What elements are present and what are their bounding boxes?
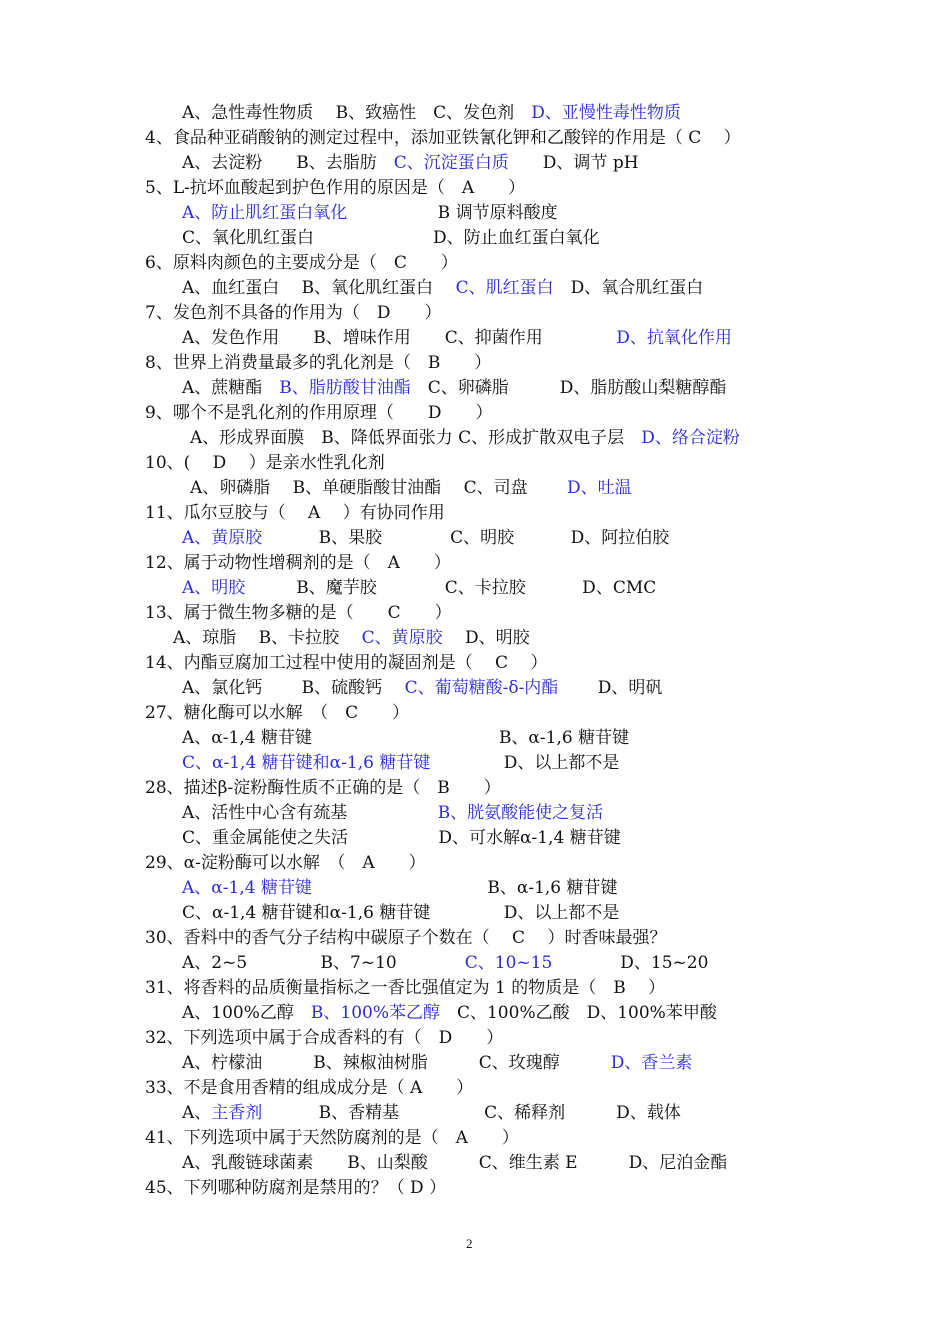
answer-option-highlighted: C、10~15 xyxy=(464,953,553,973)
text-segment: A、急性毒性物质 B、致癌性 C、发色剂 xyxy=(182,103,532,123)
answer-option-highlighted: 主香剂 xyxy=(211,1103,263,1123)
text-segment: 9、哪个不是乳化剂的作用原理（ D ） xyxy=(145,403,493,423)
text-line xyxy=(145,1028,503,1048)
text-line xyxy=(182,1003,717,1023)
text-segment: B、α-1,6 糖苷键 xyxy=(311,878,618,898)
text-line xyxy=(145,978,665,998)
text-segment: 8、世界上消费量最多的乳化剂是（ B ） xyxy=(145,353,492,373)
text-segment: A、发色作用 B、增味作用 C、抑菌作用 xyxy=(182,328,617,348)
text-segment: C、α-1,4 糖苷键和α-1,6 糖苷键 D、以上都不是 xyxy=(182,903,620,923)
text-segment: C、100%乙酸 D、100%苯甲酸 xyxy=(439,1003,717,1023)
text-line xyxy=(182,953,708,973)
text-line xyxy=(145,403,492,423)
text-segment: B 调节原料酸度 xyxy=(347,203,558,223)
page-number: 2 xyxy=(466,1236,473,1251)
answer-option-highlighted: B、100%苯乙醇 xyxy=(310,1003,440,1023)
text-segment: B、魔芋胶 C、卡拉胶 D、CMC xyxy=(245,578,657,598)
text-line xyxy=(182,578,656,598)
answer-option-highlighted: A、α-1,4 糖苷键 xyxy=(182,878,312,898)
text-line xyxy=(182,1153,727,1173)
answer-option-highlighted: B、胱氨酸能使之复活 xyxy=(437,803,604,823)
text-line xyxy=(182,1103,681,1123)
text-segment: 6、原料肉颜色的主要成分是（ C ） xyxy=(145,253,458,273)
text-line xyxy=(145,1078,473,1098)
text-segment: D、以上都不是 xyxy=(430,753,620,773)
text-line xyxy=(145,453,385,473)
text-segment: A、蔗糖酯 xyxy=(182,378,280,398)
text-segment: 29、α-淀粉酶可以水解 （ A ） xyxy=(145,853,426,873)
text-segment: 41、下列选项中属于天然防腐剂的是（ A ） xyxy=(145,1128,519,1148)
text-segment: A、去淀粉 B、去脂肪 xyxy=(182,153,394,173)
answer-option-highlighted: B、脂肪酸甘油酯 xyxy=(279,378,411,398)
text-segment: 33、不是食用香精的组成成分是（ A ） xyxy=(145,1078,474,1098)
answer-option-highlighted: C、葡萄糖酸-δ-内酯 xyxy=(404,678,559,698)
text-segment: A、α-1,4 糖苷键 B、α-1,6 糖苷键 xyxy=(182,728,630,748)
text-segment: D、氧合肌红蛋白 xyxy=(553,278,704,298)
text-segment: A、形成界面膜 B、降低界面张力 C、形成扩散双电子层 xyxy=(190,428,642,448)
text-segment: A、 xyxy=(182,1103,212,1123)
text-line xyxy=(182,203,558,223)
text-line xyxy=(145,928,666,948)
text-line xyxy=(145,778,501,798)
text-segment: 45、下列哪种防腐剂是禁用的？（ D ） xyxy=(145,1178,447,1198)
text-segment: D、15~20 xyxy=(552,953,709,973)
answer-option-highlighted: D、络合淀粉 xyxy=(641,428,740,448)
text-segment: C、卵磷脂 D、脂肪酸山梨糖醇酯 xyxy=(410,378,727,398)
text-segment: D、明矾 xyxy=(558,678,663,698)
text-line xyxy=(182,803,603,823)
answer-option-highlighted: D、香兰素 xyxy=(610,1053,693,1073)
text-line xyxy=(145,253,458,273)
answer-option-highlighted: C、黄原胶 xyxy=(361,628,443,648)
text-line xyxy=(182,278,703,298)
answer-option-highlighted: D、吐温 xyxy=(567,478,632,498)
text-segment: B、香精基 C、稀释剂 D、载体 xyxy=(262,1103,681,1123)
text-segment: 31、将香料的品质衡量指标之一香比强值定为 1 的物质是（ B ） xyxy=(145,978,666,998)
text-line xyxy=(182,378,726,398)
text-segment: A、100%乙醇 xyxy=(182,1003,311,1023)
text-segment: A、琼脂 B、卡拉胶 xyxy=(173,628,362,648)
text-line xyxy=(190,428,740,448)
text-line xyxy=(145,303,441,323)
text-line xyxy=(190,478,632,498)
text-line xyxy=(145,553,451,573)
text-line xyxy=(145,178,525,198)
text-segment: 10、( D ）是亲水性乳化剂 xyxy=(145,453,385,473)
text-segment: 28、描述β-淀粉酶性质不正确的是（ B ） xyxy=(145,778,501,798)
text-segment: 12、属于动物性增稠剂的是（ A ） xyxy=(145,553,451,573)
text-line xyxy=(182,828,621,848)
text-line xyxy=(145,853,426,873)
text-line xyxy=(145,1178,446,1198)
text-segment: C、氧化肌红蛋白 D、防止血红蛋白氧化 xyxy=(182,228,600,248)
text-line xyxy=(145,653,547,673)
text-line xyxy=(182,103,681,123)
text-segment: 7、发色剂不具备的作用为（ D ） xyxy=(145,303,442,323)
answer-option-highlighted: D、抗氧化作用 xyxy=(616,328,732,348)
text-segment: B、果胶 C、明胶 D、阿拉伯胶 xyxy=(262,528,670,548)
text-line xyxy=(182,328,732,348)
text-line xyxy=(173,628,530,648)
text-line xyxy=(145,503,445,523)
answer-option-highlighted: D、亚慢性毒性物质 xyxy=(531,103,681,123)
text-line xyxy=(182,728,629,748)
text-segment: A、血红蛋白 B、氧化肌红蛋白 xyxy=(182,278,456,298)
answer-option-highlighted: C、肌红蛋白 xyxy=(455,278,554,298)
text-line xyxy=(182,903,619,923)
answer-option-highlighted: A、防止肌红蛋白氧化 xyxy=(182,203,348,223)
text-segment: A、氯化钙 B、硫酸钙 xyxy=(182,678,405,698)
answer-option-highlighted: C、α-1,4 糖苷键和α-1,6 糖苷键 xyxy=(182,753,431,773)
text-line xyxy=(182,528,669,548)
text-segment: A、柠檬油 B、辣椒油树脂 C、玫瑰醇 xyxy=(182,1053,611,1073)
text-segment: 14、内酯豆腐加工过程中使用的凝固剂是（ C ） xyxy=(145,653,548,673)
text-segment: A、卵磷脂 B、单硬脂酸甘油酯 C、司盘 xyxy=(190,478,567,498)
text-segment: 27、糖化酶可以水解 （ C ） xyxy=(145,703,410,723)
text-segment: A、活性中心含有巯基 xyxy=(182,803,438,823)
text-segment: 4、食品种亚硝酸钠的测定过程中，添加亚铁氰化钾和乙酸锌的作用是（ C ） xyxy=(145,128,741,148)
text-segment: 13、属于微生物多糖的是（ C ） xyxy=(145,603,452,623)
text-segment: 11、瓜尔豆胶与（ A ）有协同作用 xyxy=(145,503,445,523)
text-segment: C、重金属能使之失活 D、可水解α-1,4 糖苷键 xyxy=(182,828,621,848)
text-line xyxy=(145,353,491,373)
answer-option-highlighted: A、黄原胶 xyxy=(182,528,263,548)
text-line xyxy=(182,1053,692,1073)
text-segment: 32、下列选项中属于合成香料的有（ D ） xyxy=(145,1028,504,1048)
text-line xyxy=(182,153,639,173)
text-line xyxy=(145,1128,519,1148)
text-segment: D、明胶 xyxy=(442,628,530,648)
answer-option-highlighted: A、明胶 xyxy=(182,578,246,598)
text-line xyxy=(182,228,600,248)
text-segment: A、2~5 B、7~10 xyxy=(182,953,465,973)
text-line xyxy=(145,703,409,723)
text-line xyxy=(145,603,452,623)
text-segment: A、乳酸链球菌素 B、山梨酸 C、维生素 E D、尼泊金酯 xyxy=(182,1153,728,1173)
text-line xyxy=(182,753,619,773)
text-line xyxy=(145,128,741,148)
text-line xyxy=(182,878,618,898)
text-segment: 30、香料中的香气分子结构中碳原子个数在（ C ）时香味最强？ xyxy=(145,928,667,948)
answer-option-highlighted: C、沉淀蛋白质 xyxy=(393,153,509,173)
text-line xyxy=(182,678,662,698)
text-segment: 5、L-抗坏血酸起到护色作用的原因是（ A ） xyxy=(145,178,526,198)
text-segment: D、调节 pH xyxy=(508,153,639,173)
